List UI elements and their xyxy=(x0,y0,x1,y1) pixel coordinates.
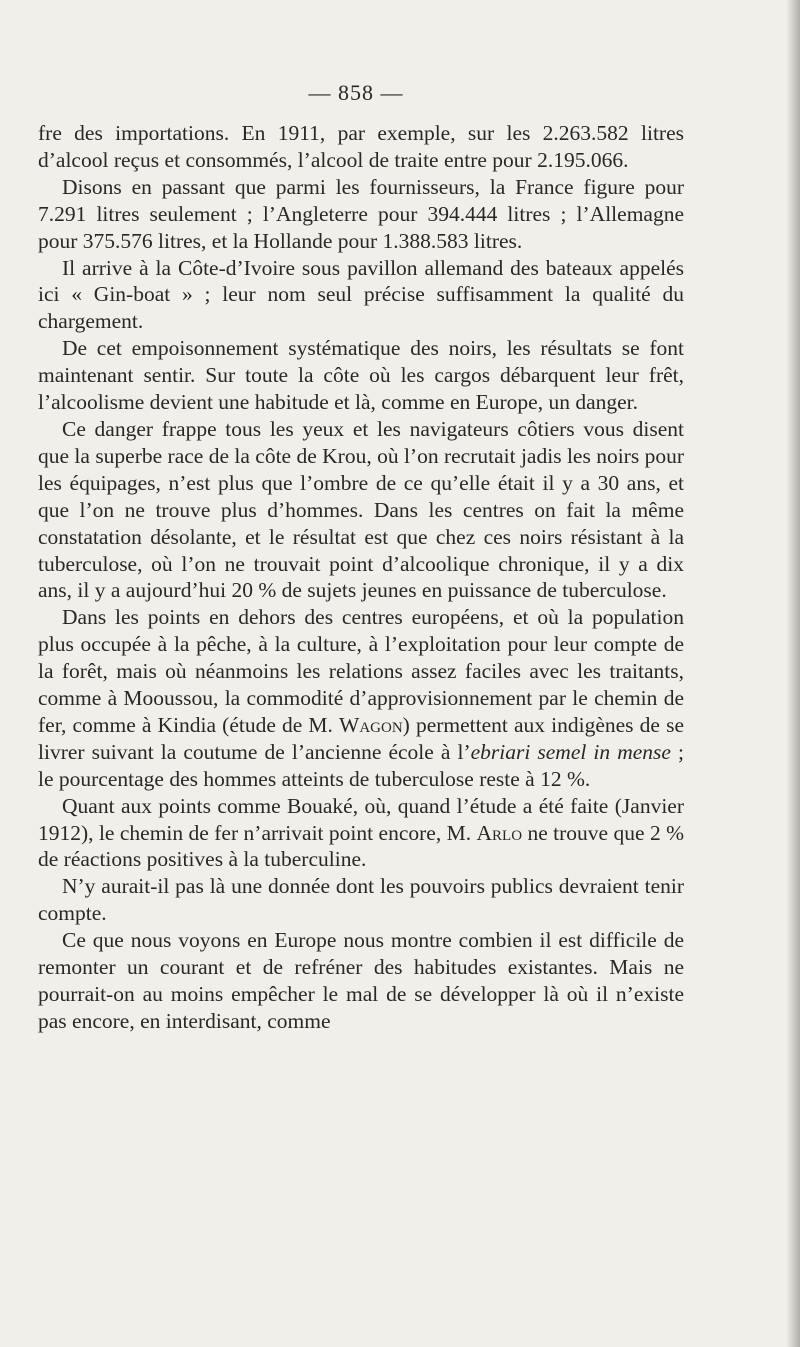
page-number: — 858 — xyxy=(308,80,404,105)
author-name-wagon: Wagon xyxy=(339,712,403,737)
paragraph-8: N’y aurait-il pas là une donnée dont les pouvoirs publics devraient tenir compte. xyxy=(38,874,684,926)
paragraph-7-text-b: ne trouve que 2 % de réactions positives à la tuberculine. xyxy=(38,820,685,872)
paragraph-6-text-b: ) permettent aux indigènes de se livrer suivant la coutume de l’ancienne école à l’ xyxy=(38,712,684,764)
body-text xyxy=(38,120,684,1035)
paragraph-5: Ce danger frappe tous les yeux et les navigateurs côtiers vous disent que la superbe race de la côte de Krou, où l’on recrutait jadis les noirs pour les équipages, n’est plus que l’ombre de ce qu’elle était il y a 30 ans, et que l’on ne trouve plus d’hommes. Dans les centres on fait la même constatation désolante, et le résultat est que chez ces noirs résistant à la tuberculose, où l’on ne trouvait point d’alcoolique chronique, il y a dix ans, il y a aujourd’hui 20 % de sujets jeunes en puissance de tuberculose. xyxy=(38,416,684,603)
page-edge-shadow xyxy=(786,0,800,1347)
paragraph-7-text-a: Quant aux points comme Bouaké, où, quand l’étude a été faite (Janvier 1912), le chemin de fer n’arrivait point encore, M. xyxy=(38,793,684,845)
author-name-arlo: Arlo xyxy=(476,820,523,845)
paragraph-3: Il arrive à la Côte-d’Ivoire sous pavillon allemand des bateaux appelés ici « Gin-boat » ; leur nom seul précise suffisamment la qualité du chargement. xyxy=(38,255,684,334)
paragraph-6 xyxy=(38,604,684,792)
paragraph-2: Disons en passant que parmi les fournisseurs, la France figure pour 7.291 litres seulement ; l’Angleterre pour 394.444 litres ; l’Allemagne pour 375.576 litres, et la Hollande pour 1.388.583 litres. xyxy=(38,174,684,253)
paragraph-1: fre des importations. En 1911, par exemple, sur les 2.263.582 litres d’alcool reçus et consommés, l’alcool de traite entre pour 2.195.066. xyxy=(38,121,684,172)
paragraph-6-text-a: Dans les points en dehors des centres européens, et où la population plus occupée à la pêche, à la culture, à l’exploitation pour leur compte de la forêt, mais où néanmoins les relations assez faciles avec les traitants, comme à Mooussou, la commodité d’approvisionnement par le chemin de fer, comme à Kindia (étude de M. xyxy=(38,605,684,737)
paragraph-6-text-c: ; le pourcentage des hommes atteints de tuberculose reste à 12 %. xyxy=(38,739,684,791)
paragraph-4: De cet empoisonnement systématique des noirs, les résultats se font maintenant sentir. Sur toute la côte où les cargos débarquent leur frêt, l’alcoolisme devient une habitude et là, comme en Europe, un danger. xyxy=(38,336,684,415)
paragraph-7 xyxy=(38,793,684,874)
latin-phrase: ebriari semel in mense xyxy=(470,739,671,764)
paragraph-9: Ce que nous voyons en Europe nous montre combien il est difficile de remonter un courant et de refréner des habitudes existantes. Mais ne pourrait-on au moins empêcher le mal de se développer là où il n’existe pas encore, en interdisant, comme xyxy=(38,928,684,1033)
